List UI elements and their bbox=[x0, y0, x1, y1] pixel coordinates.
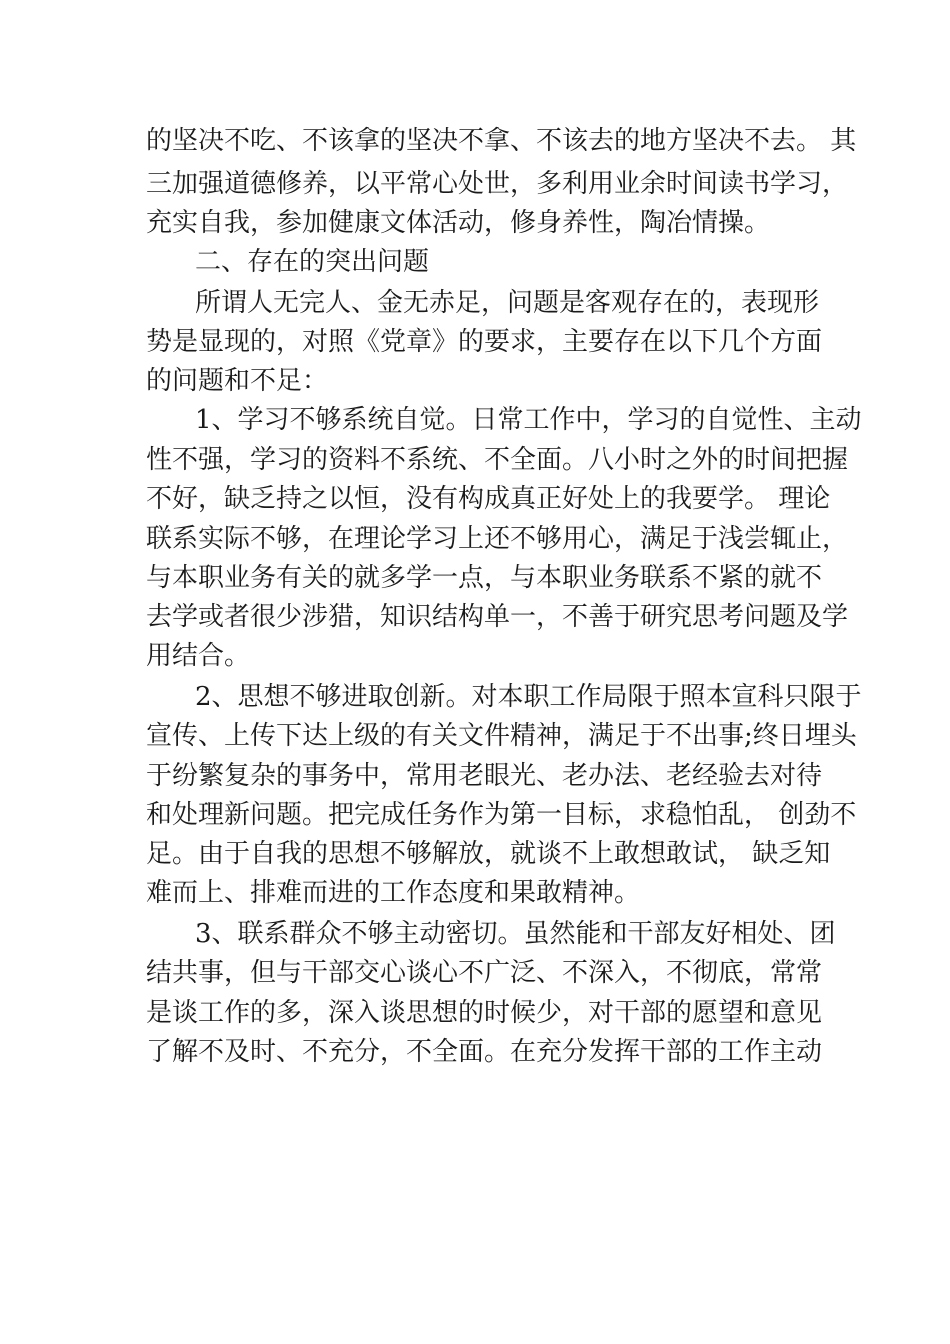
text-line: 了解不及时、不充分，不全面。在充分发挥干部的工作主动 bbox=[146, 1037, 823, 1067]
text-line: 和处理新问题。把完成任务作为第一目标，求稳怕乱， 创劲不 bbox=[146, 800, 857, 830]
text-line: 的坚决不吃、不该拿的坚决不拿、不该去的地方坚决不去。 其 bbox=[146, 126, 857, 156]
text-line: 联系实际不够，在理论学习上还不够用心，满足于浅尝辄止， bbox=[146, 524, 849, 554]
text-line: 的问题和不足： bbox=[146, 366, 329, 396]
text-line: 3、联系群众不够主动密切。虽然能和干部友好相处、团 bbox=[195, 919, 836, 949]
text-line: 性不强，学习的资料不系统、不全面。八小时之外的时间把握 bbox=[146, 445, 849, 475]
text-line: 难而上、排难而进的工作态度和果敢精神。 bbox=[146, 878, 641, 908]
text-line: 不好，缺乏持之以恒，没有构成真正好处上的我要学。 理论 bbox=[146, 484, 831, 514]
text-line: 足。由于自我的思想不够解放，就谈不上敢想敢试， 缺乏知 bbox=[146, 839, 831, 869]
text-line: 充实自我，参加健康文体活动，修身养性，陶冶情操。 bbox=[146, 208, 771, 238]
text-line: 1、学习不够系统自觉。日常工作中，学习的自觉性、主动 bbox=[195, 405, 862, 435]
text-line: 所谓人无完人、金无赤足，问题是客观存在的，表现形 bbox=[195, 288, 820, 318]
text-line: 势是显现的，对照《党章》的要求，主要存在以下几个方面 bbox=[146, 327, 823, 357]
section-heading: 二、存在的突出问题 bbox=[195, 247, 430, 277]
text-line: 去学或者很少涉猎，知识结构单一，不善于研究思考问题及学 bbox=[146, 602, 849, 632]
text-line: 结共事，但与干部交心谈心不广泛、不深入，不彻底，常常 bbox=[146, 958, 823, 988]
text-line: 用结合。 bbox=[146, 641, 251, 671]
text-line: 于纷繁复杂的事务中，常用老眼光、老办法、老经验去对待 bbox=[146, 761, 823, 791]
text-line: 2、思想不够进取创新。对本职工作局限于照本宣科只限于 bbox=[195, 682, 862, 712]
text-line: 宣传、上传下达上级的有关文件精神，满足于不出事;终日埋头 bbox=[146, 721, 857, 751]
text-line: 三加强道德修养，以平常心处世，多利用业余时间读书学习， bbox=[146, 169, 849, 199]
text-line: 是谈工作的多，深入谈思想的时候少，对干部的愿望和意见 bbox=[146, 998, 823, 1028]
text-line: 与本职业务有关的就多学一点，与本职业务联系不紧的就不 bbox=[146, 563, 823, 593]
